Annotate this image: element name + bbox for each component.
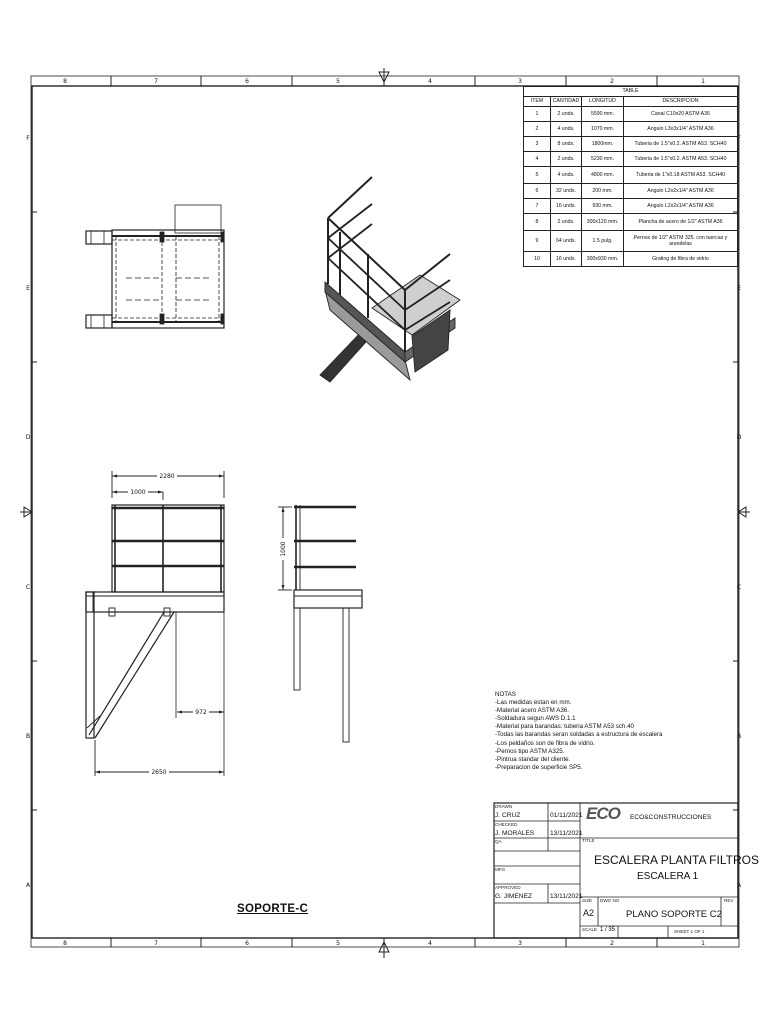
row-label-right: D — [736, 434, 742, 441]
dim-rail-height: 1000 — [280, 541, 287, 557]
col-label-top: 5 — [336, 78, 340, 85]
front-view — [86, 471, 224, 776]
checked-name: J. MORALES — [495, 830, 535, 837]
isometric-view — [320, 177, 460, 382]
sheet-number: SHEET 1 OF 1 — [674, 929, 705, 934]
row-label-left: D — [25, 434, 31, 441]
col-label-bottom: 4 — [428, 940, 432, 947]
scale-value: 1 / 35 — [600, 927, 616, 933]
bom-row: 3 8 unds. 1800mm. Tuberia de 1.5"x0.2. ASTM A53. SCH40 — [524, 137, 738, 152]
col-label-bottom: 3 — [518, 940, 522, 947]
note-line: -Los peldaños son de fibra de vidrio. — [495, 739, 595, 747]
bom-row: 4 2 unds. 5230 mm. Tuberia de 1.5"x0.2. ASTM A53. SCH40 — [524, 152, 738, 167]
qa-label: QA — [495, 839, 502, 844]
bill-of-materials-table — [523, 86, 738, 267]
company-logo: ECO — [586, 804, 620, 823]
note-line: -Preparacion de superficie SP5. — [495, 763, 583, 771]
col-label-bottom: 5 — [336, 940, 340, 947]
drawn-label: DRAWN — [495, 804, 513, 809]
note-line: -Pintrua standar del cliente. — [495, 755, 571, 763]
col-label-top: 1 — [701, 78, 705, 85]
col-label-top: 8 — [63, 78, 67, 85]
note-line: -Material acero ASTM A36. — [495, 707, 569, 715]
drawing-title: ESCALERA PLANTA FILTROS — [594, 853, 759, 867]
notes-title: NOTAS — [495, 691, 516, 698]
rev-label: REV — [724, 898, 734, 903]
company-name: ECO&CONSTRUCCIONES — [630, 814, 712, 821]
drawing-number: PLANO SOPORTE C2 — [626, 909, 722, 920]
row-label-right: E — [737, 285, 741, 292]
dim-base-length: 2650 — [151, 769, 167, 776]
bom-row: 5 4 unds. 4800 mm. Tuberia de 1"x0.18 ASTM A53. SCH40 — [524, 167, 738, 184]
plan-view — [86, 205, 224, 328]
drawing-subtitle: ESCALERA 1 — [637, 871, 699, 882]
note-line: -Material para barandas: tuberia ASTM A53 sch.40 — [495, 723, 634, 731]
row-label-right: B — [736, 733, 742, 740]
row-label-left: F — [26, 135, 30, 142]
row-label-right: C — [736, 584, 742, 591]
bom-row: 1 2 unds. 5590 mm. Canal C10x20 ASTM A36 — [524, 107, 738, 122]
row-label-right: F — [737, 135, 741, 142]
col-label-bottom: 1 — [701, 940, 705, 947]
bom-row: 6 32 unds. 200 mm. Angulo L2x2x1/4" ASTM A36 — [524, 184, 738, 199]
col-label-top: 6 — [245, 78, 249, 85]
approved-name: G. JIMENEZ — [495, 893, 532, 900]
bom-row: 9 64 unds. 1.5 pulg. Pernos de 1/2" ASTM 325. con tuercas y arandelas — [524, 231, 738, 252]
bom-row: 2 4 unds. 1070 mm. Angulo L3x3x1/4" ASTM A36 — [524, 122, 738, 137]
mfg-label: MFG — [495, 867, 506, 872]
view-label: SOPORTE-C — [237, 903, 309, 915]
col-label-top: 3 — [518, 78, 522, 85]
bom-header-cantidad: CANTIDAD — [551, 97, 582, 107]
bom-header-longitud: LONGITUD — [582, 97, 624, 107]
note-line: -Pernos tipo ASTM A325. — [495, 747, 565, 755]
checked-label: CHECKED — [495, 822, 518, 827]
bom-row: 7 16 unds. 930 mm. Angulo L2x2x1/4" ASTM A36 — [524, 199, 738, 214]
bom-row: 10 16 unds. 300x930 mm. Grating de fibra de vidrio — [524, 252, 738, 267]
bom-header-descripcion: DESCRIPCION — [624, 97, 738, 107]
dim-stringer-offset: 972 — [195, 709, 207, 716]
notes-block — [495, 691, 745, 772]
bom-header-item: ITEM — [524, 97, 551, 107]
dim-top-width: 2280 — [159, 473, 175, 480]
col-label-bottom: 8 — [63, 940, 67, 947]
drawn-date: 01/11/2021 — [550, 812, 583, 819]
bom-row: 8 2 unds. 300x120 mm. Plancha de acero de 1/2" ASTM A36 — [524, 214, 738, 231]
checked-date: 13/11/2021 — [550, 830, 583, 837]
col-label-top: 2 — [610, 78, 614, 85]
row-label-right: A — [736, 882, 742, 889]
bom-title: TABLE — [524, 87, 738, 97]
sheet-size: A2 — [583, 908, 595, 918]
dim-left-offset: 1000 — [130, 489, 146, 496]
col-label-bottom: 2 — [610, 940, 614, 947]
dwg-label: DWG NO — [600, 898, 620, 903]
col-label-top: 7 — [154, 78, 158, 85]
title-block — [494, 803, 759, 938]
size-label: SIZE — [582, 898, 593, 903]
row-label-left: C — [25, 584, 31, 591]
row-label-left: A — [25, 882, 31, 889]
note-line: -Las medidas estan en mm. — [495, 699, 572, 707]
note-line: -Todas las barandas seran soldadas a estructura de escalera — [495, 731, 663, 739]
col-label-top: 4 — [428, 78, 432, 85]
side-view — [278, 505, 362, 742]
scale-label: SCALE — [582, 927, 598, 932]
row-label-left: B — [25, 733, 31, 740]
approved-date: 13/11/2021 — [550, 893, 583, 900]
drawn-name: J. CRUZ — [495, 812, 521, 819]
note-line: -Soldadura segun AWS D.1.1 — [495, 715, 576, 723]
title-label: TITLE — [582, 838, 595, 843]
col-label-bottom: 6 — [245, 940, 249, 947]
approved-label: APPROVED — [495, 885, 521, 890]
row-label-left: E — [26, 285, 30, 292]
col-label-bottom: 7 — [154, 940, 158, 947]
